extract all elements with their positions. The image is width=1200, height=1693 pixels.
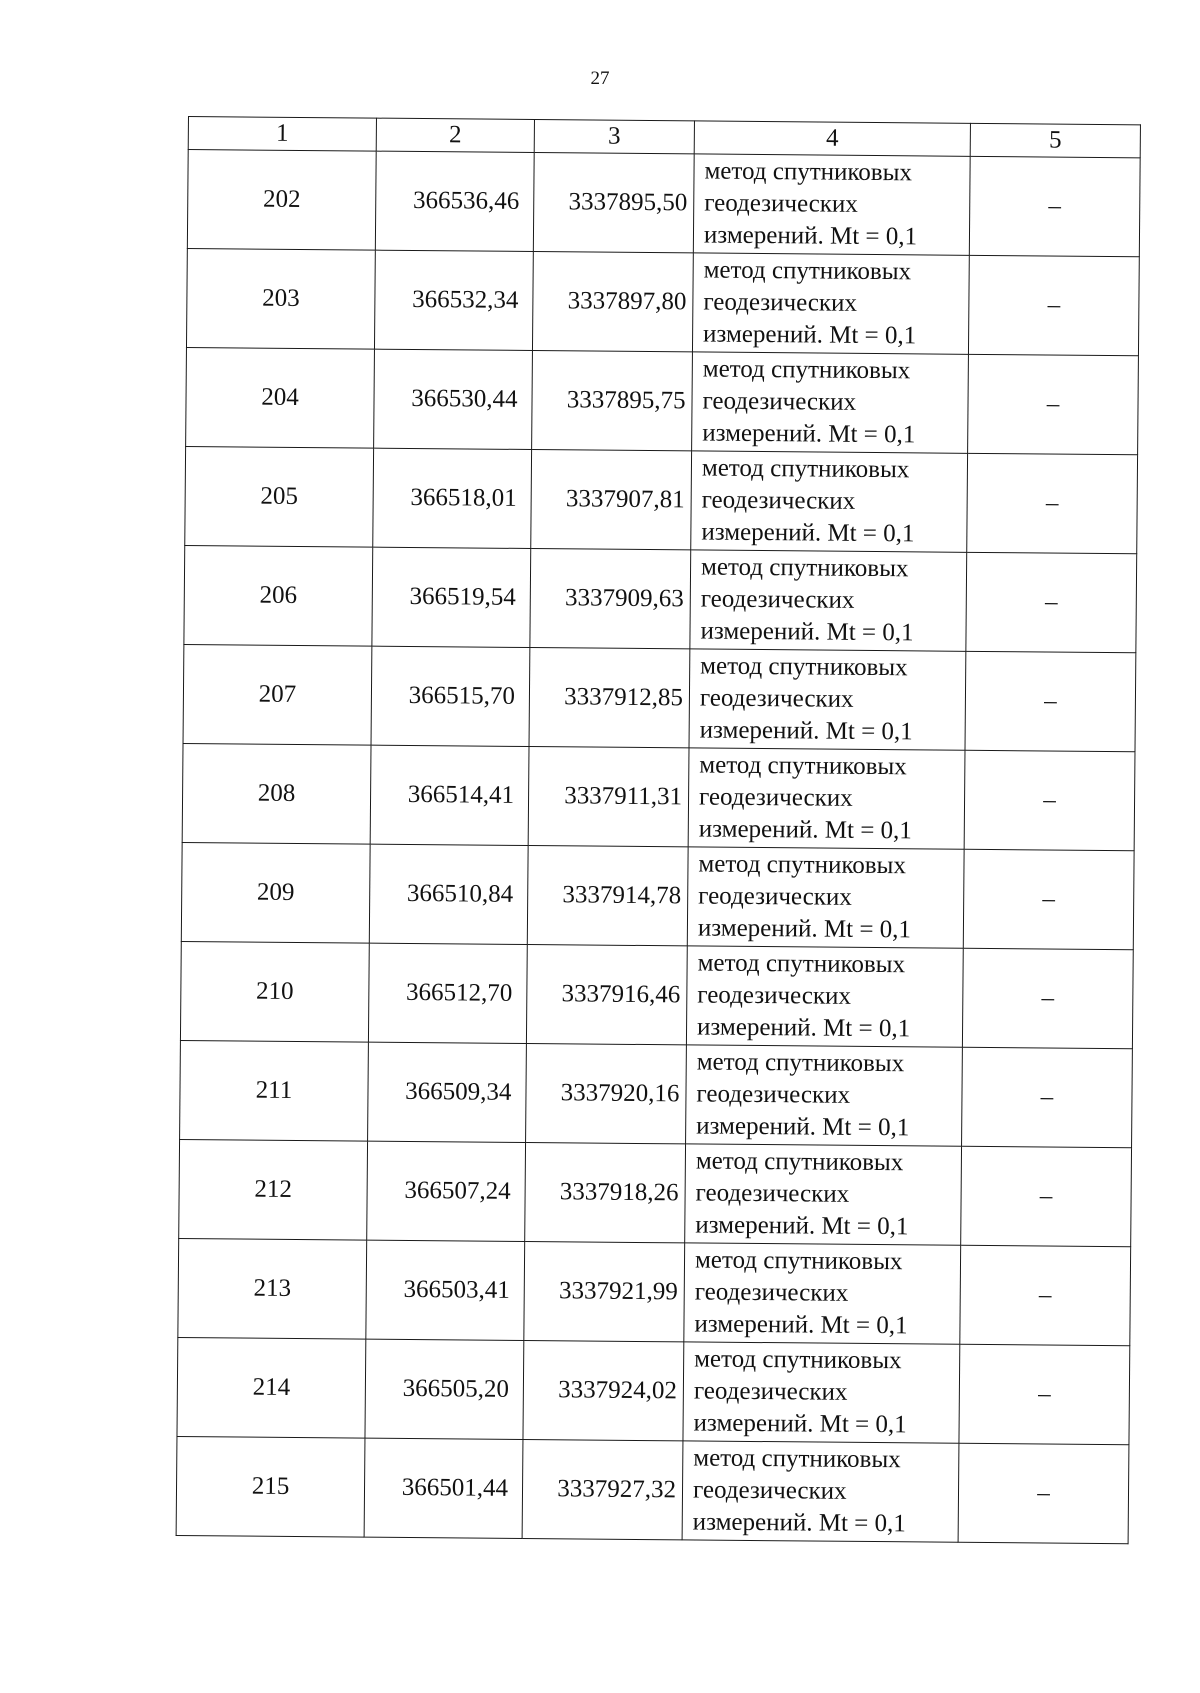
- table-row: [182, 743, 1135, 850]
- header-cell-3: 3: [534, 120, 694, 154]
- note-cell: –: [964, 750, 1135, 850]
- method-line: метод спутниковых: [695, 1147, 904, 1177]
- method-cell: [690, 550, 967, 651]
- y-coordinate-cell: 3337911,31: [528, 746, 689, 846]
- method-line: метод спутниковых: [693, 1444, 901, 1474]
- method-line: измерений. Mt = 0,1: [702, 320, 917, 350]
- x-coordinate-cell: 366501,44: [364, 1438, 523, 1538]
- method-line: метод спутниковых: [700, 553, 909, 583]
- table-row: [180, 1040, 1133, 1147]
- x-coordinate-cell: 366536,46: [375, 151, 534, 251]
- table-body: [176, 150, 1140, 1544]
- method-cell: [687, 847, 964, 948]
- method-line: геодезических: [695, 1179, 850, 1208]
- point-number-cell: 203: [186, 248, 375, 349]
- point-number-cell: 213: [178, 1238, 367, 1339]
- header-cell-2: 2: [376, 118, 534, 152]
- y-coordinate-cell: 3337912,85: [529, 648, 690, 748]
- method-line: измерений. Mt = 0,1: [698, 815, 912, 845]
- method-cell: [693, 154, 970, 255]
- method-line: метод спутниковых: [701, 454, 910, 484]
- point-number-cell: 211: [180, 1040, 369, 1141]
- y-coordinate-cell: 3337909,63: [530, 549, 691, 649]
- method-cell: [688, 748, 965, 849]
- table-row: [187, 150, 1140, 257]
- method-cell: [689, 649, 966, 750]
- x-coordinate-cell: 366507,24: [367, 1141, 526, 1241]
- method-line: метод спутниковых: [697, 949, 906, 979]
- table-row: [185, 446, 1138, 553]
- note-cell: –: [965, 651, 1136, 751]
- table-row: [180, 941, 1133, 1048]
- point-number-cell: 215: [176, 1436, 365, 1537]
- x-coordinate-cell: 366503,41: [366, 1240, 525, 1340]
- method-line: метод спутниковых: [694, 1345, 902, 1375]
- note-cell: –: [962, 948, 1133, 1048]
- method-line: метод спутниковых: [700, 652, 908, 682]
- table-row: [186, 347, 1139, 454]
- table-row: [177, 1337, 1130, 1444]
- method-line: геодезических: [701, 486, 856, 515]
- method-cell: [683, 1342, 960, 1443]
- y-coordinate-cell: 3337924,02: [523, 1340, 684, 1440]
- method-line: измерений. Mt = 0,1: [699, 716, 913, 746]
- method-line: геодезических: [698, 783, 853, 812]
- header-cell-5: 5: [970, 123, 1140, 157]
- method-cell: [692, 352, 969, 453]
- note-cell: –: [968, 255, 1139, 355]
- method-line: геодезических: [692, 1476, 847, 1505]
- header-cell-1: 1: [188, 117, 376, 152]
- y-coordinate-cell: 3337914,78: [527, 845, 688, 945]
- y-coordinate-cell: 3337920,16: [526, 1043, 687, 1143]
- method-line: геодезических: [694, 1278, 849, 1307]
- point-number-cell: 214: [177, 1337, 366, 1438]
- method-cell: [686, 946, 963, 1047]
- method-line: измерений. Mt = 0,1: [693, 1409, 907, 1439]
- x-coordinate-cell: 366530,44: [374, 349, 533, 449]
- method-line: метод спутниковых: [704, 157, 913, 187]
- method-line: метод спутниковых: [699, 751, 907, 781]
- note-cell: –: [959, 1344, 1130, 1444]
- method-line: измерений. Mt = 0,1: [696, 1112, 910, 1142]
- x-coordinate-cell: 366514,41: [370, 745, 529, 845]
- point-number-cell: 210: [180, 941, 369, 1042]
- note-cell: –: [969, 156, 1140, 256]
- method-line: геодезических: [697, 981, 852, 1010]
- method-line: геодезических: [702, 387, 857, 416]
- table-row: [184, 545, 1137, 652]
- point-number-cell: 207: [183, 644, 372, 745]
- y-coordinate-cell: 3337907,81: [531, 450, 692, 550]
- method-line: измерений. Mt = 0,1: [695, 1211, 909, 1241]
- method-cell: [692, 253, 969, 354]
- note-cell: –: [966, 552, 1137, 652]
- method-cell: [691, 451, 968, 552]
- method-line: измерений. Mt = 0,1: [696, 1013, 911, 1043]
- x-coordinate-cell: 366509,34: [368, 1042, 527, 1142]
- header-cell-4: 4: [694, 121, 970, 156]
- y-coordinate-cell: 3337918,26: [525, 1142, 686, 1242]
- method-line: измерений. Mt = 0,1: [701, 518, 915, 548]
- point-number-cell: 212: [179, 1139, 368, 1240]
- method-line: метод спутниковых: [698, 850, 907, 880]
- page-number: 27: [590, 68, 610, 89]
- note-cell: –: [960, 1245, 1131, 1345]
- table-row: [183, 644, 1136, 751]
- table-row: [186, 248, 1139, 355]
- method-line: метод спутниковых: [703, 256, 912, 286]
- method-line: измерений. Mt = 0,1: [700, 617, 914, 647]
- method-line: измерений. Mt = 0,1: [694, 1310, 908, 1340]
- x-coordinate-cell: 366512,70: [368, 943, 527, 1043]
- method-cell: [682, 1441, 959, 1542]
- coordinates-table: [176, 116, 1141, 1544]
- method-line: геодезических: [700, 585, 855, 614]
- x-coordinate-cell: 366518,01: [373, 448, 532, 548]
- method-line: геодезических: [696, 1080, 851, 1109]
- y-coordinate-cell: 3337895,50: [533, 153, 694, 253]
- point-number-cell: 204: [186, 347, 375, 448]
- method-line: измерений. Mt = 0,1: [703, 221, 918, 251]
- note-cell: –: [968, 354, 1139, 454]
- method-line: метод спутниковых: [696, 1048, 905, 1078]
- method-line: геодезических: [703, 288, 858, 317]
- point-number-cell: 209: [181, 842, 370, 943]
- note-cell: –: [963, 849, 1134, 949]
- method-cell: [685, 1144, 962, 1245]
- method-cell: [686, 1045, 963, 1146]
- point-number-cell: 206: [184, 545, 373, 646]
- table-row: [179, 1139, 1132, 1246]
- method-line: геодезических: [704, 189, 858, 218]
- y-coordinate-cell: 3337916,46: [526, 944, 687, 1044]
- y-coordinate-cell: 3337895,75: [532, 351, 693, 451]
- method-line: метод спутниковых: [702, 355, 911, 385]
- x-coordinate-cell: 366515,70: [371, 646, 530, 746]
- method-line: геодезических: [698, 882, 852, 911]
- note-cell: –: [961, 1146, 1132, 1246]
- table-row: [178, 1238, 1131, 1345]
- method-line: измерений. Mt = 0,1: [697, 914, 912, 944]
- table-row: [176, 1436, 1129, 1543]
- note-cell: –: [962, 1047, 1133, 1147]
- x-coordinate-cell: 366532,34: [374, 250, 533, 350]
- method-line: измерений. Mt = 0,1: [692, 1508, 906, 1538]
- point-number-cell: 205: [185, 446, 374, 547]
- x-coordinate-cell: 366510,84: [369, 844, 528, 944]
- method-cell: [684, 1243, 961, 1344]
- point-number-cell: 208: [182, 743, 371, 844]
- note-cell: –: [958, 1443, 1129, 1543]
- note-cell: –: [967, 453, 1138, 553]
- y-coordinate-cell: 3337897,80: [532, 252, 693, 352]
- method-line: геодезических: [693, 1377, 848, 1406]
- method-line: метод спутниковых: [694, 1246, 903, 1276]
- method-line: геодезических: [699, 684, 854, 713]
- y-coordinate-cell: 3337921,99: [524, 1241, 685, 1341]
- y-coordinate-cell: 3337927,32: [522, 1439, 683, 1539]
- point-number-cell: 202: [187, 150, 376, 251]
- table-row: [181, 842, 1134, 949]
- x-coordinate-cell: 366505,20: [365, 1339, 524, 1439]
- method-line: измерений. Mt = 0,1: [702, 419, 916, 449]
- x-coordinate-cell: 366519,54: [372, 547, 531, 647]
